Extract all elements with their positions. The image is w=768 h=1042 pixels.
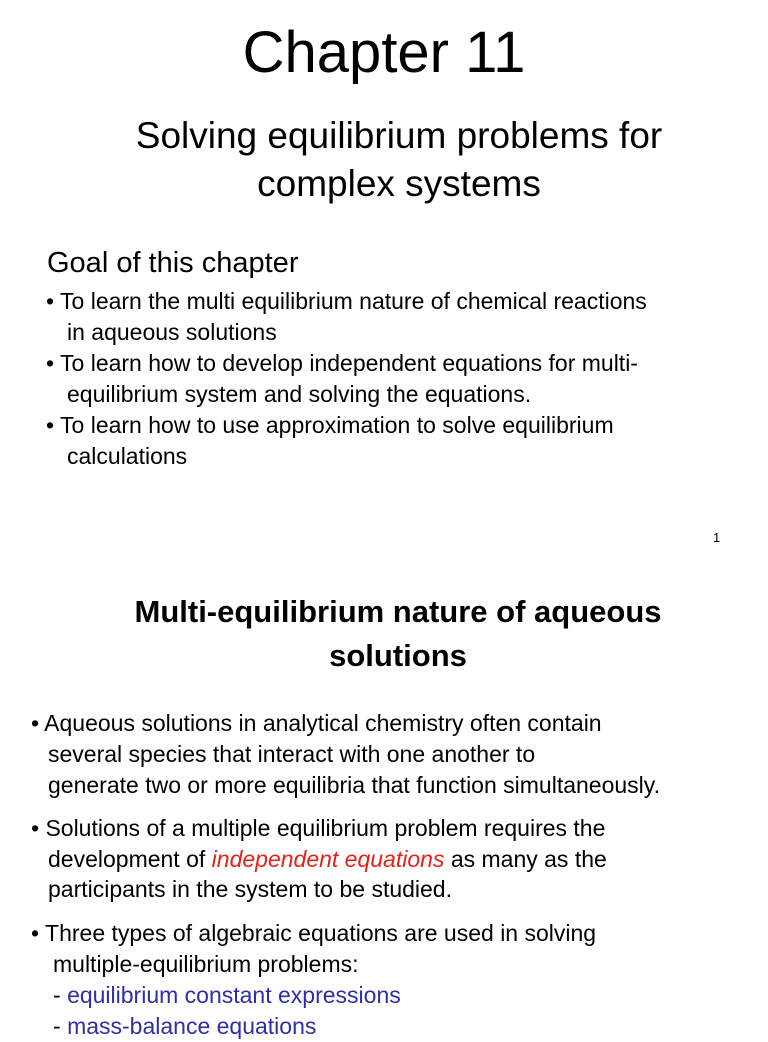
slide-title-line-2: solutions [329,638,467,673]
bullet-2-line-2 [48,844,607,875]
goal-bullet-2-line-2: equilibrium system and solving the equations. [67,381,532,407]
bullet-3-line-2: multiple-equilibrium problems: [53,951,359,977]
goal-heading: Goal of this chapter [47,247,299,279]
list-item-mass-balance [53,1011,316,1042]
bullet-2-line-2-post: as many as the [444,846,607,872]
goal-bullet-1-line-1: • To learn the multi equilibrium nature of chemical reactions [46,288,647,314]
list-dash: - [53,982,68,1008]
goal-bullet-2-line-1: • To learn how to develop independent equations for multi- [46,350,638,376]
bullet-1-line-1: • Aqueous solutions in analytical chemistry often contain [31,710,602,736]
page-number: 1 [713,530,721,545]
independent-equations-emphasis: independent equations [211,846,445,872]
bullet-1-line-2: several species that interact with one another to [48,741,536,767]
bullet-3-line-1: • Three types of algebraic equations are used in solving [31,920,597,946]
bullet-1-line-3: generate two or more equilibria that function simultaneously. [48,772,660,798]
list-item-equilibrium-constant [53,980,401,1011]
chapter-subtitle [0,112,768,208]
subtitle-line-1: Solving equilibrium problems for [135,115,663,156]
subtitle-line-2: complex systems [257,163,541,204]
goal-bullet-1-line-2: in aqueous solutions [67,319,277,345]
bullet-2-line-3: participants in the system to be studied. [48,876,452,902]
list-item-text: mass-balance equations [67,1013,317,1039]
slide-title [0,590,768,678]
bullet-2-line-2-pre: development of [48,846,212,872]
goal-bullet-3-line-1: • To learn how to use approximation to solve equilibrium [46,412,614,438]
goal-bullet-3-line-2: calculations [67,443,188,469]
bullet-2-line-1: • Solutions of a multiple equilibrium problem requires the [31,815,606,841]
chapter-title: Chapter 11 [242,20,526,85]
list-item-text: equilibrium constant expressions [67,982,401,1008]
slide-title-line-1: Multi-equilibrium nature of aqueous [134,594,662,629]
list-dash: - [53,1013,68,1039]
